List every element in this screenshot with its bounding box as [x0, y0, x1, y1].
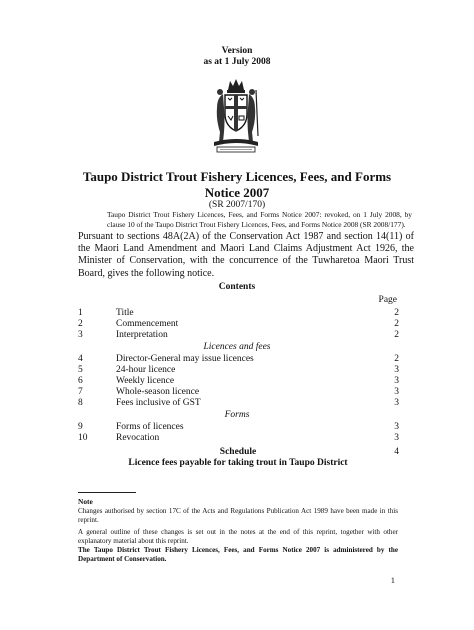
schedule-caption: Licence fees payable for taking trout in Taupo District [128, 458, 348, 468]
contents-number: 4 [78, 354, 83, 364]
pursuant-paragraph: Pursuant to sections 48A(2A) of the Conservation Act 1987 and section 14(11) of the Maori Land Amendment and Maori Land Claims Adjustment Act 1926, the Minister of Conservation, with the concurrence of the Tuwharetoa Maori Trust Board, gives the following notice. [78, 231, 414, 279]
contents-row[interactable] [78, 387, 398, 398]
contents-number: 8 [78, 398, 83, 408]
contents-row[interactable] [78, 354, 398, 365]
contents-number: 1 [78, 308, 83, 318]
contents-number: 7 [78, 387, 83, 397]
note-heading: Note [78, 497, 93, 506]
contents-page: 3 [394, 365, 399, 375]
contents-subheading-licences: Licences and fees [203, 342, 271, 352]
contents-page: 3 [394, 398, 399, 408]
contents-label: Forms of licences [116, 422, 184, 432]
contents-row[interactable] [78, 398, 398, 409]
new-zealand-coat-of-arms-icon [208, 76, 264, 156]
contents-label: Weekly licence [116, 376, 175, 386]
contents-page: 3 [394, 422, 399, 432]
note-paragraph-1: Changes authorised by section 17C of the Acts and Regulations Publication Act 1989 have been made in this reprint. [78, 507, 398, 524]
contents-row[interactable] [78, 433, 398, 444]
contents-heading: Contents [218, 282, 256, 292]
note-paragraph-administered: The Taupo District Trout Fishery Licences, Fees, and Forms Notice 2007 is administered by the Department of Conservation. [78, 546, 398, 563]
contents-label: Commencement [116, 319, 179, 329]
contents-page: 2 [394, 319, 399, 329]
schedule-label: Schedule [219, 447, 257, 457]
contents-number: 2 [78, 319, 83, 329]
contents-label: 24-hour licence [116, 365, 176, 375]
contents-page: 3 [394, 387, 399, 397]
contents-page: 2 [394, 330, 399, 340]
version-date: as at 1 July 2008 [203, 57, 271, 67]
revocation-note: Taupo District Trout Fishery Licences, Fees, and Forms Notice 2007: revoked, on 1 July 2008, by clause 10 of the Taupo District Trout Fishery Licences, Fees, and Forms Notice 2008 (SR 2008/177). [107, 210, 412, 229]
contents-number: 5 [78, 365, 83, 375]
contents-schedule-entry[interactable] [78, 447, 398, 469]
contents-label: Revocation [116, 433, 160, 443]
contents-row[interactable] [78, 365, 398, 376]
contents-page: 3 [394, 433, 399, 443]
contents-row[interactable] [78, 308, 398, 319]
contents-row[interactable] [78, 330, 398, 341]
contents-page-heading: Page [378, 295, 397, 305]
contents-label: Interpretation [116, 330, 168, 340]
contents-label: Fees inclusive of GST [116, 398, 201, 408]
contents-row[interactable] [78, 319, 398, 330]
contents-number: 6 [78, 376, 83, 386]
contents-page: 2 [394, 354, 399, 364]
contents-number: 3 [78, 330, 83, 340]
contents-number: 9 [78, 422, 83, 432]
schedule-page: 4 [394, 447, 399, 457]
contents-label: Title [116, 308, 134, 318]
note-paragraph-2: A general outline of these changes is set out in the notes at the end of this reprint, together with other explanatory material about this reprint. [78, 528, 398, 545]
sr-number: (SR 2007/170) [208, 200, 266, 210]
contents-page: 2 [394, 308, 399, 318]
notice-title-line-1: Taupo District Trout Fishery Licences, Fees, and Forms [82, 169, 392, 184]
version-label: Version [221, 46, 253, 56]
contents-label: Director-General may issue licences [116, 354, 254, 364]
page-number: 1 [390, 575, 395, 585]
contents-row[interactable] [78, 422, 398, 433]
footnote-divider [78, 492, 136, 493]
notice-title-line-2: Notice 2007 [204, 185, 270, 200]
contents-page: 3 [394, 376, 399, 386]
contents-row[interactable] [78, 376, 398, 387]
contents-label: Whole-season licence [116, 387, 200, 397]
contents-number: 10 [78, 433, 88, 443]
contents-subheading-forms: Forms [224, 410, 250, 420]
